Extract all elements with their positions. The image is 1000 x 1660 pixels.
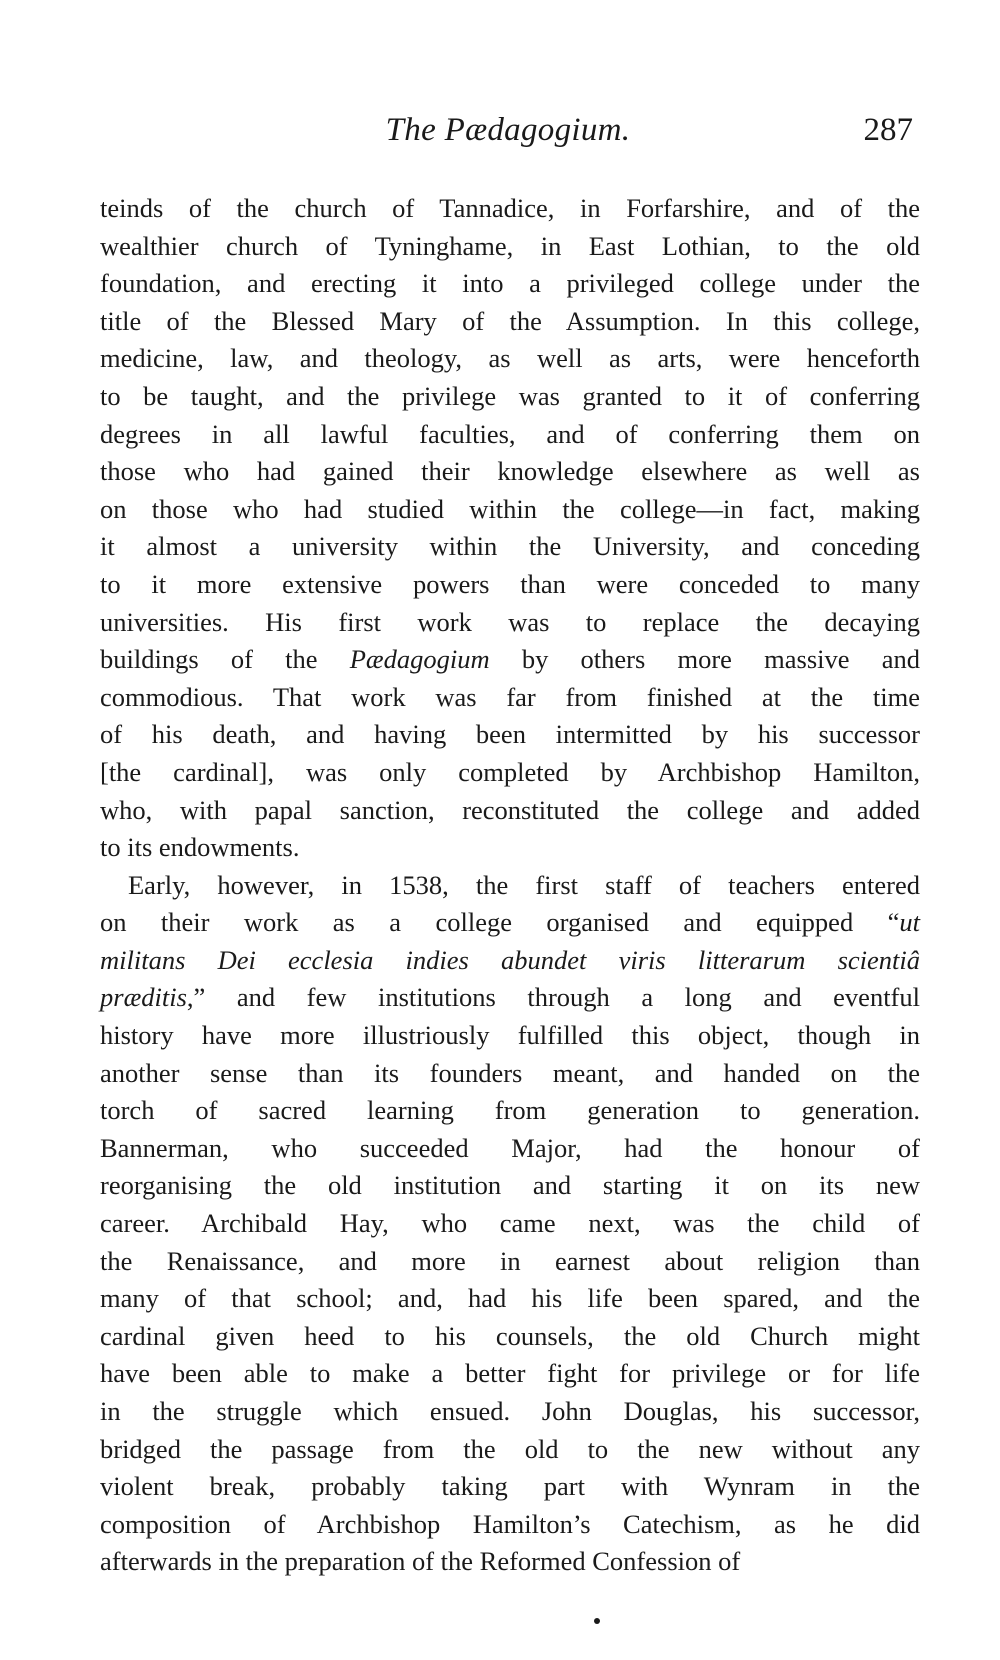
signature-mark [594, 1618, 600, 1624]
text-line: who, with papal sanction, reconstituted the college and added [100, 794, 920, 825]
text-line: have been able to make a better fight for privilege or for life [100, 1358, 920, 1389]
text-line: wealthier church of Tyninghame, in East Lothian, to the old [100, 230, 920, 261]
text-line [100, 904, 920, 942]
text-line [100, 641, 920, 679]
text-line: to it more extensive powers than were conceded to many [100, 568, 920, 599]
text-line: to its endowments. [100, 832, 300, 863]
running-title: The Pædagogium. [385, 112, 631, 148]
text-line: cardinal given heed to his counsels, the old Church might [100, 1320, 920, 1351]
text-line: career. Archibald Hay, who came next, was the child of [100, 1208, 920, 1239]
text-line: universities. His first work was to replace the decaying [100, 606, 920, 637]
text-line: degrees in all lawful faculties, and of conferring them on [100, 418, 920, 449]
text-line: history have more illustriously fulfilled this object, though in [100, 1020, 920, 1051]
text-line: to be taught, and the privilege was granted to it of conferring [100, 380, 920, 411]
italic-text: Pædagogium [349, 644, 490, 675]
text-line: Bannerman, who succeeded Major, had the honour of [100, 1132, 920, 1163]
text-line: on those who had studied within the college—in fact, making [100, 493, 920, 524]
text-line: foundation, and erecting it into a privileged college under the [100, 268, 920, 299]
text-line: [the cardinal], was only completed by Archbishop Hamilton, [100, 756, 920, 787]
text-line [100, 942, 920, 980]
page-header [103, 112, 913, 172]
text-line: teinds of the church of Tannadice, in Forfarshire, and of the [100, 193, 920, 223]
text-line: in the struggle which ensued. John Douglas, his successor, [100, 1396, 920, 1426]
text-line: the Renaissance, and more in earnest about religion than [100, 1245, 920, 1276]
text-line [100, 979, 920, 1017]
text-line: medicine, law, and theology, as well as arts, were henceforth [100, 343, 920, 374]
text-segment: buildings of the [100, 644, 350, 675]
paragraph-1 [100, 190, 920, 867]
text-line: commodious. That work was far from finished at the time [100, 681, 920, 712]
text-line: many of that school; and, had his life been spared, and the [100, 1283, 920, 1314]
text-segment: on their work as a college organised and equipped “ [100, 907, 900, 938]
italic-text: ut [899, 907, 920, 938]
text-line: torch of sacred learning from generation to generation. [100, 1095, 920, 1126]
page-number: 287 [863, 112, 913, 148]
text-segment: ,” and few institutions through a long and eventful [186, 982, 920, 1013]
text-line: bridged the passage from the old to the new without any [100, 1433, 920, 1464]
italic-text: militans Dei ecclesia indies abundet viris litterarum scientiâ [100, 944, 920, 975]
text-line: of his death, and having been intermitted by his successor [100, 719, 920, 750]
text-line: title of the Blessed Mary of the Assumption. In this college, [100, 305, 920, 336]
text-line: Early, however, in 1538, the first staff of teachers entered [128, 869, 920, 900]
text-line: those who had gained their knowledge elsewhere as well as [100, 456, 920, 487]
text-line: violent break, probably taking part with Wynram in the [100, 1471, 920, 1502]
italic-text: præditis [100, 982, 187, 1013]
text-line: composition of Archbishop Hamilton’s Catechism, as he did [100, 1508, 920, 1539]
text-line: afterwards in the preparation of the Reformed Confession of [100, 1546, 741, 1577]
text-line: reorganising the old institution and starting it on its new [100, 1170, 920, 1201]
paragraph-2 [100, 867, 920, 1581]
text-line: it almost a university within the University, and conceding [100, 531, 920, 562]
body-text [100, 190, 920, 1581]
text-segment: by others more massive and [489, 644, 920, 675]
text-line: another sense than its founders meant, and handed on the [100, 1057, 920, 1088]
